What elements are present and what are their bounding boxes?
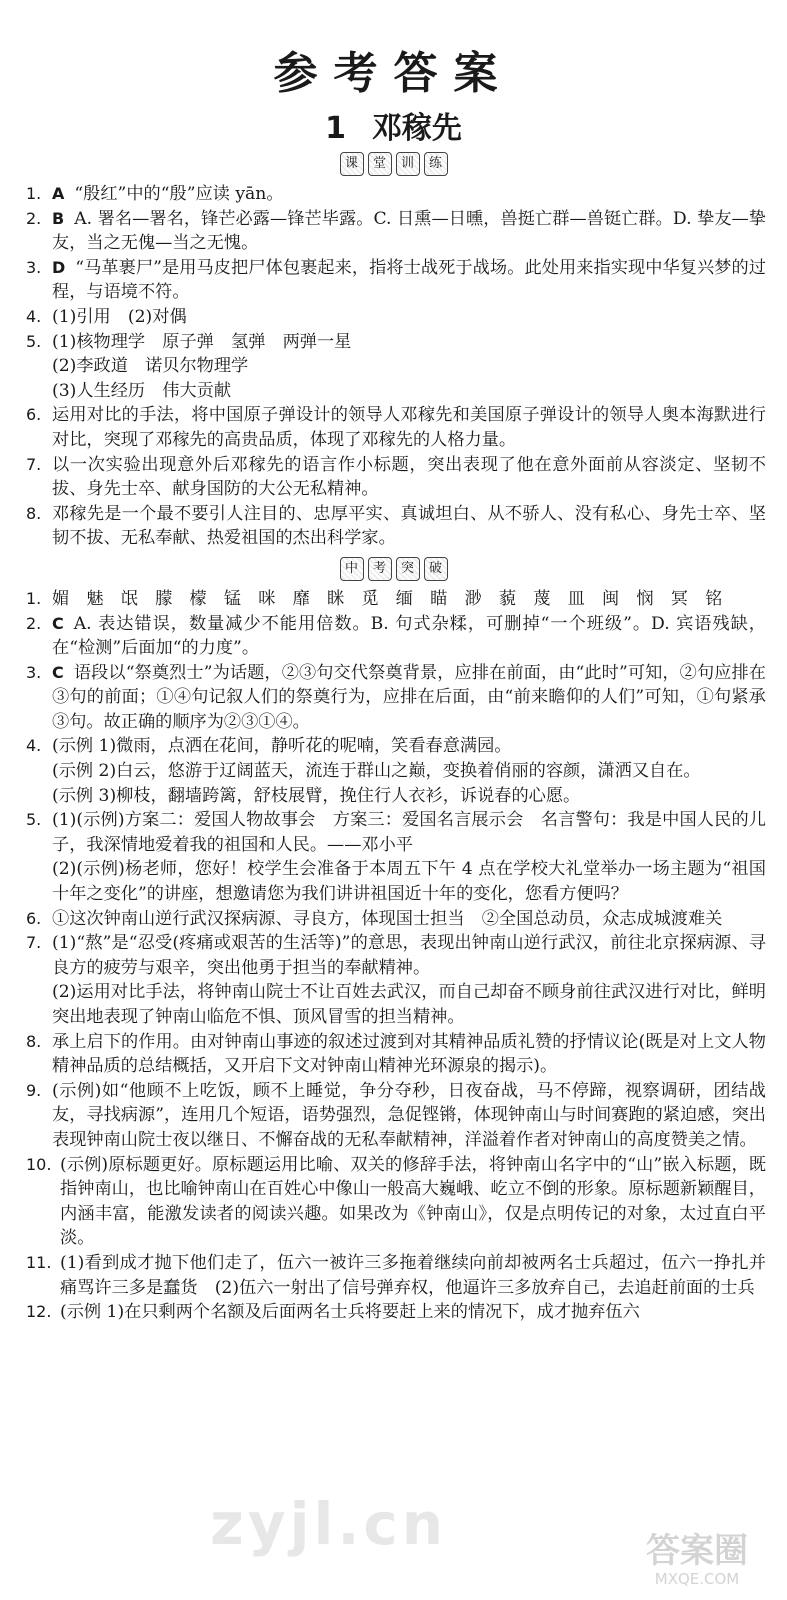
answer-number: 7. bbox=[26, 933, 42, 953]
answer-text: (1)引用 (2)对偶 bbox=[52, 306, 187, 327]
answer-number: 3. bbox=[26, 662, 42, 682]
answer-text: (1)(示例)方案二：爱国人物故事会 方案三：爱国名言展示会 名言警句：我是中国人民的儿子，我深情地爱着我的祖国和人民。——邓小平 bbox=[52, 810, 766, 855]
answer-subline: (2)(示例)杨老师，您好！校学生会准备于本周五下午 4 点在学校大礼堂举办一场主题为“祖国十年之变化”的讲座，想邀请您为我们讲讲祖国近十年的变化，您看方便吗？ bbox=[52, 859, 766, 905]
classroom-answers bbox=[26, 182, 766, 551]
answer-text: (示例)原标题更好。原标题运用比喻、双关的修辞手法，将钟南山名字中的“山”嵌入标题，既指钟南山，也比喻钟南山在百姓心中像山一般高大巍峨、屹立不倒的形象。原标题新颖醒目，内涵丰富，能激发读者的阅读兴趣。如果改为《钟南山》，仅是点明传记的对象，太过直白平淡。 bbox=[60, 1154, 766, 1249]
section-char: 突 bbox=[396, 557, 420, 581]
answer-text-wrap bbox=[60, 1300, 766, 1325]
answer-item bbox=[26, 612, 766, 661]
exam-answers bbox=[26, 587, 766, 1325]
answer-text: (1)核物理学 原子弹 氢弹 两弹一星 bbox=[52, 331, 352, 352]
answer-text-wrap bbox=[52, 305, 766, 330]
answer-number: 6. bbox=[26, 405, 42, 425]
answer-text: (示例)如“他顾不上吃饭，顾不上睡觉，争分夺秒，日夜奋战，马不停蹄，视察调研，团结战友，寻找病源”，连用几个短语，语势强烈，急促铿锵，体现钟南山与时间赛跑的紧迫感，突出表现钟南山院士夜以继日、不懈奋战的无私奉献精神，洋溢着作者对钟南山的高度赞美之情。 bbox=[52, 1080, 766, 1150]
answer-text-wrap bbox=[52, 907, 766, 932]
answer-text: (1)看到成才抛下他们走了，伍六一被许三多拖着继续向前却被两名士兵超过，伍六一挣扎并痛骂许三多是蠢货 (2)伍六一射出了信号弹弃权，他逼许三多放弃自己，去追赶前面的士兵 bbox=[60, 1252, 766, 1298]
answer-text-wrap bbox=[52, 207, 766, 256]
answer-number: 8. bbox=[26, 503, 42, 523]
answer-subline: (示例 3)柳枝，翻墙跨篱，舒枝展臂，挽住行人衣衫，诉说春的心愿。 bbox=[52, 785, 581, 806]
section-char: 考 bbox=[368, 557, 392, 581]
answer-number: 7. bbox=[26, 454, 42, 474]
answer-text-wrap bbox=[52, 612, 766, 661]
section-char: 课 bbox=[340, 152, 364, 176]
answer-text-wrap bbox=[52, 661, 766, 735]
answer-text: A. 表达错误，数量减少不能用倍数。B. 句式杂糅，可删掉“一个班级”。D. 宾语残缺，在“检测”后面加“的力度”。 bbox=[52, 613, 766, 659]
answer-item bbox=[26, 256, 766, 305]
section-char: 训 bbox=[396, 152, 420, 176]
answer-text: 运用对比的手法，将中国原子弹设计的领导人邓稼先和美国原子弹设计的领导人奥本海默进行对比，突现了邓稼先的高贵品质，体现了邓稼先的人格力量。 bbox=[52, 405, 766, 450]
answer-item bbox=[26, 305, 766, 330]
answer-text: 以一次实验出现意外后邓稼先的语言作小标题，突出表现了他在意外面前从容淡定、坚韧不拔、身先士卒、献身国防的大公无私精神。 bbox=[52, 454, 766, 500]
answer-text-wrap bbox=[60, 1251, 766, 1300]
answer-number: 11. bbox=[26, 1252, 52, 1272]
section-char: 破 bbox=[424, 557, 448, 581]
answer-number: 6. bbox=[26, 908, 42, 928]
answer-item bbox=[26, 587, 766, 612]
answer-text-wrap bbox=[52, 403, 766, 452]
answer-item bbox=[26, 931, 766, 980]
answer-choice: A bbox=[52, 184, 65, 203]
answer-number: 5. bbox=[26, 331, 42, 351]
answer-choice: C bbox=[52, 662, 64, 682]
answer-item bbox=[26, 453, 766, 502]
section-char: 堂 bbox=[368, 152, 392, 176]
answer-number: 12. bbox=[26, 1302, 52, 1322]
site-watermark: zyjl.cn bbox=[210, 1490, 448, 1558]
answer-item bbox=[26, 502, 766, 551]
answer-number: 5. bbox=[26, 810, 42, 830]
answer-text: 承上启下的作用。由对钟南山事迹的叙述过渡到对其精神品质礼赞的抒情议论(既是对上文人物精神品质的总结概括，又开启下文对钟南山精神光环源泉的揭示)。 bbox=[52, 1031, 766, 1077]
answer-text: A. 署名—署名，锋芒必露—锋芒毕露。C. 日熏—日曛，兽挺亡群—兽铤亡群。D. 挚友—挚友，当之无傀—当之无愧。 bbox=[52, 208, 766, 254]
answer-item bbox=[26, 808, 766, 857]
answer-item bbox=[26, 661, 766, 735]
answer-text-wrap bbox=[52, 502, 766, 551]
logo-subtext: MXQE.COM bbox=[654, 1570, 740, 1588]
section-exam bbox=[0, 557, 787, 585]
logo-watermark bbox=[617, 1520, 777, 1592]
answer-item bbox=[26, 907, 766, 932]
answer-text: 邓稼先是一个最不要引人注目的、忠厚平实、真诚坦白、从不骄人、没有私心、身先士卒、坚韧不拔、无私奉献、热爱祖国的杰出科学家。 bbox=[52, 503, 766, 549]
answer-number: 1. bbox=[26, 184, 42, 203]
answer-text: ①这次钟南山逆行武汉探病源、寻良方，体现国士担当 ②全国总动员，众志成城渡难关 bbox=[52, 908, 723, 929]
logo-text: 答案圈 bbox=[646, 1531, 748, 1571]
answer-text: “殷红”中的“殷”应读 yān。 bbox=[74, 184, 284, 204]
answer-item bbox=[26, 734, 766, 759]
answer-text: (1)“熬”是“忍受(疼痛或艰苦的生活等)”的意思，表现出钟南山逆行武汉，前往北京探病源、寻良方的疲劳与艰辛，突出他勇于担当的奉献精神。 bbox=[52, 933, 766, 978]
answer-item bbox=[26, 1079, 766, 1153]
lesson-number: 1 bbox=[325, 111, 346, 146]
answer-text: “马革裹尸”是用马皮把尸体包裹起来，指将士战死于战场。此处用来指实现中华复兴梦的过程，与语境不符。 bbox=[52, 257, 766, 303]
answer-text: (示例 1)微雨，点洒在花间，静听花的呢喃，笑看春意满园。 bbox=[52, 736, 512, 757]
answer-choice: D bbox=[52, 257, 66, 277]
answer-text-wrap bbox=[52, 734, 766, 759]
answer-text-wrap bbox=[52, 587, 766, 612]
answer-number: 2. bbox=[26, 613, 42, 633]
answer-choice: C bbox=[52, 613, 64, 633]
answer-text-wrap bbox=[52, 1030, 766, 1079]
answer-number: 10. bbox=[26, 1154, 52, 1174]
answer-number: 4. bbox=[26, 306, 42, 326]
answer-subline: (示例 2)白云，悠游于辽阔蓝天，流连于群山之巅，变换着俏丽的容颜，潇洒又自在。 bbox=[52, 761, 701, 782]
answer-choice: B bbox=[52, 208, 65, 228]
answer-number: 1. bbox=[26, 588, 42, 608]
answer-number: 2. bbox=[26, 208, 42, 228]
answer-item bbox=[26, 207, 766, 256]
answer-item bbox=[26, 1030, 766, 1079]
lesson-name: 邓稼先 bbox=[371, 111, 462, 146]
answer-subline: (3)人生经历 伟大贡献 bbox=[52, 380, 232, 401]
answer-text-wrap bbox=[52, 808, 766, 857]
answer-number: 8. bbox=[26, 1031, 42, 1051]
answer-text: 媚 魅 氓 朦 檬 锰 咪 靡 眯 觅 缅 瞄 渺 藐 蔑 皿 闽 悯 冥 铭 bbox=[52, 588, 723, 609]
answer-text-wrap bbox=[52, 182, 766, 207]
answer-item bbox=[26, 403, 766, 452]
answer-item bbox=[26, 1251, 766, 1300]
answer-item bbox=[26, 1300, 766, 1325]
answer-text: (示例 1)在只剩两个名额及后面两名士兵将要赶上来的情况下，成才抛弃伍六 bbox=[60, 1302, 640, 1323]
answer-number: 3. bbox=[26, 257, 42, 277]
answer-text-wrap bbox=[52, 453, 766, 502]
section-char: 中 bbox=[340, 557, 364, 581]
answer-item bbox=[26, 330, 766, 355]
answer-text: 语段以“祭奠烈士”为话题，②③句交代祭奠背景，应排在前面，由“此时”可知，②句应排在③句的前面；①④句记叙人们的祭奠行为，应排在后面，由“前来瞻仰的人们”可知，①句紧承③句。故正确的顺序为②③①④。 bbox=[52, 662, 766, 732]
lesson-title bbox=[0, 110, 787, 148]
answer-text-wrap bbox=[52, 330, 766, 355]
answer-number: 4. bbox=[26, 736, 42, 756]
answer-item bbox=[26, 1153, 766, 1251]
section-char: 练 bbox=[424, 152, 448, 176]
answer-subline: (2)运用对比手法，将钟南山院士不让百姓去武汉，而自己却奋不顾身前往武汉进行对比，鲜明突出地表现了钟南山临危不惧、顶风冒雪的担当精神。 bbox=[52, 982, 766, 1027]
page-title: 参考答案 bbox=[273, 48, 514, 99]
answer-item bbox=[26, 182, 766, 207]
answer-subline: (2)李政道 诺贝尔物理学 bbox=[52, 356, 249, 377]
answer-text-wrap bbox=[52, 1079, 766, 1153]
answer-text-wrap bbox=[52, 931, 766, 980]
answer-number: 9. bbox=[26, 1080, 42, 1100]
answer-text-wrap bbox=[60, 1153, 766, 1251]
answer-text-wrap bbox=[52, 256, 766, 305]
section-classroom bbox=[0, 152, 787, 180]
